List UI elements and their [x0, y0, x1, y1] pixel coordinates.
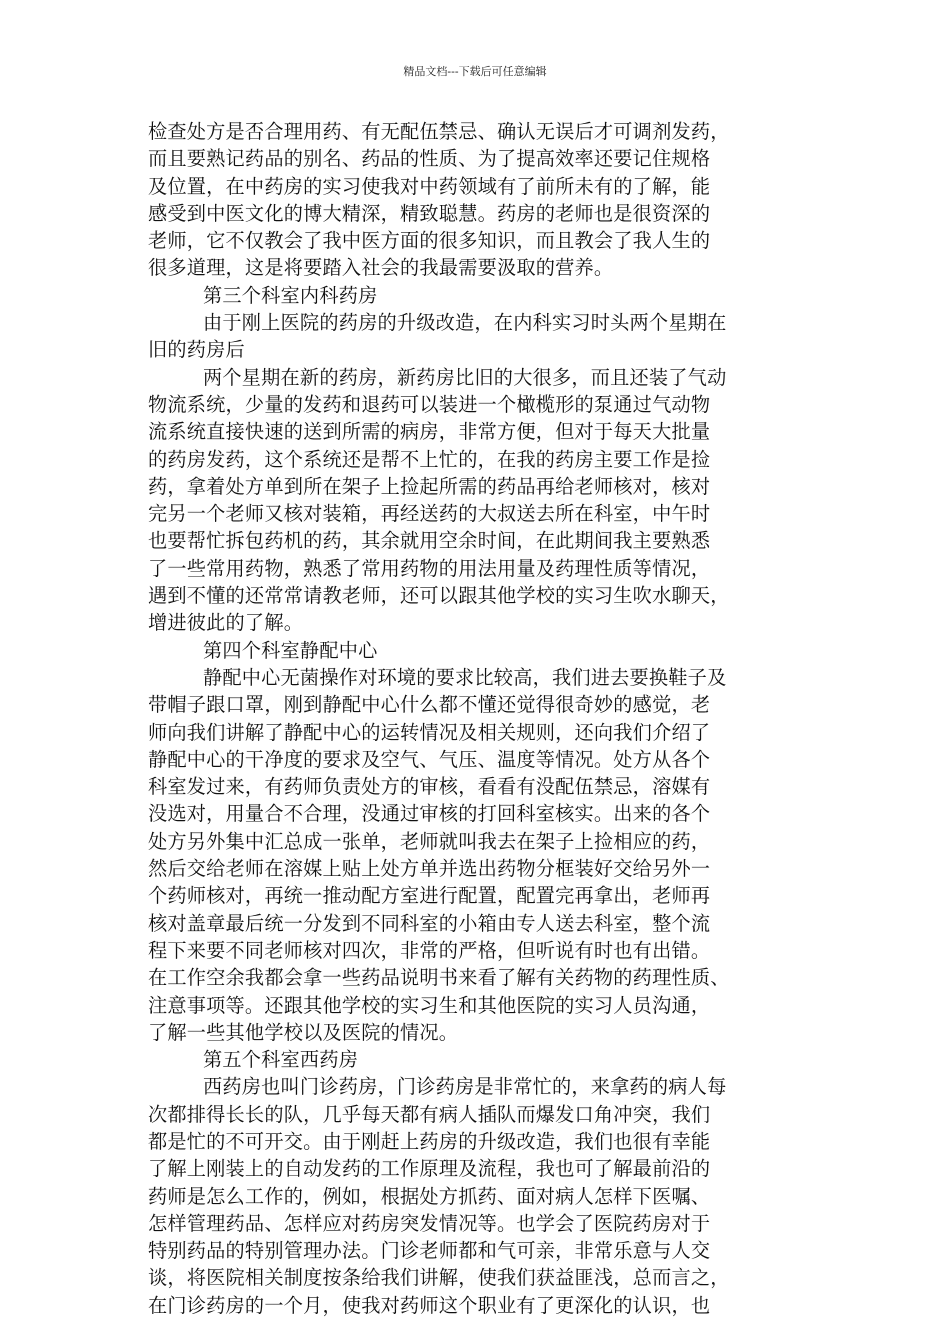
paragraph-line: 怎样管理药品、怎样应对药房突发情况等。也学会了医院药房对于	[148, 1211, 711, 1235]
paragraph-line-indented: 第四个科室静配中心	[203, 638, 378, 662]
paragraph-line: 在门诊药房的一个月，使我对药师这个职业有了更深化的认识，也	[148, 1293, 711, 1317]
paragraph-line: 注意事项等。还跟其他学校的实习生和其他医院的实习人员沟通，	[148, 993, 711, 1017]
paragraph-line-indented: 由于刚上医院的药房的升级改造，在内科实习时头两个星期在	[203, 311, 727, 335]
paragraph-line: 药师是怎么工作的，例如，根据处方抓药、面对病人怎样下医嘱、	[148, 1184, 711, 1208]
paragraph-line: 而且要熟记药品的别名、药品的性质、为了提高效率还要记住规格	[148, 147, 711, 171]
paragraph-line: 老师，它不仅教会了我中医方面的很多知识，而且教会了我人生的	[148, 229, 711, 253]
paragraph-line: 带帽子跟口罩，刚到静配中心什么都不懂还觉得很奇妙的感觉，老	[148, 693, 711, 717]
paragraph-line: 特别药品的特别管理办法。门诊老师都和气可亲，非常乐意与人交	[148, 1239, 711, 1263]
paragraph-line-indented: 两个星期在新的药房，新药房比旧的大很多，而且还装了气动	[203, 365, 727, 389]
paragraph-line: 都是忙的不可开交。由于刚赶上药房的升级改造，我们也很有幸能	[148, 1129, 711, 1153]
paragraph-line: 完另一个老师又核对装箱，再经送药的大叔送去所在科室，中午时	[148, 502, 711, 526]
paragraph-line: 物流系统，少量的发药和退药可以装进一个橄榄形的泵通过气动物	[148, 392, 711, 416]
paragraph-line: 次都排得长长的队，几乎每天都有病人插队而爆发口角冲突，我们	[148, 1102, 711, 1126]
paragraph-line: 检查处方是否合理用药、有无配伍禁忌、确认无误后才可调剂发药，	[148, 120, 730, 143]
paragraph-line: 流系统直接快速的送到所需的病房，非常方便，但对于每天大批量	[148, 420, 711, 444]
paragraph-line-indented: 静配中心无菌操作对环境的要求比较高，我们进去要换鞋子及	[203, 665, 727, 689]
paragraph-line: 感受到中医文化的博大精深，精致聪慧。药房的老师也是很资深的	[148, 201, 711, 225]
document-body	[148, 118, 828, 1319]
paragraph-line: 在工作空余我都会拿一些药品说明书来看了解有关药物的药理性质、	[148, 966, 730, 990]
paragraph-line: 谈，将医院相关制度按条给我们讲解，使我们获益匪浅，总而言之，	[148, 1266, 730, 1290]
paragraph-line: 了一些常用药物，熟悉了常用药物的用法用量及药理性质等情况，	[148, 556, 711, 580]
paragraph-line: 很多道理，这是将要踏入社会的我最需要汲取的营养。	[148, 256, 614, 280]
paragraph-line: 旧的药房后	[148, 338, 245, 362]
paragraph-line: 科室发过来，有药师负责处方的审核，看看有没配伍禁忌，溶媒有	[148, 775, 711, 799]
paragraph-line: 核对盖章最后统一分发到不同科室的小箱由专人送去科室，整个流	[148, 911, 711, 935]
paragraph-line: 然后交给老师在溶媒上贴上处方单并选出药物分框装好交给另外一	[148, 857, 711, 881]
paragraph-line: 师向我们讲解了静配中心的运转情况及相关规则，还向我们介绍了	[148, 720, 711, 744]
paragraph-line: 静配中心的干净度的要求及空气、气压、温度等情况。处方从各个	[148, 747, 711, 771]
paragraph-line: 也要帮忙拆包药机的药，其余就用空余时间，在此期间我主要熟悉	[148, 529, 711, 553]
paragraph-line: 遇到不懂的还常常请教老师，还可以跟其他学校的实习生吹水聊天，	[148, 584, 730, 608]
paragraph-line: 程下来要不同老师核对四次，非常的严格，但听说有时也有出错。	[148, 938, 711, 962]
paragraph-line: 药，拿着处方单到所在架子上捡起所需的药品再给老师核对，核对	[148, 474, 711, 498]
paragraph-line: 了解一些其他学校以及医院的情况。	[148, 1020, 459, 1044]
paragraph-line: 处方另外集中汇总成一张单，老师就叫我去在架子上捡相应的药，	[148, 829, 711, 853]
paragraph-line: 及位置，在中药房的实习使我对中药领域有了前所未有的了解，能	[148, 174, 711, 198]
paragraph-line: 了解上刚装上的自动发药的工作原理及流程，我也可了解最前沿的	[148, 1157, 711, 1181]
paragraph-line: 个药师核对，再统一推动配方室进行配置，配置完再拿出，老师再	[148, 884, 711, 908]
paragraph-line-indented: 西药房也叫门诊药房，门诊药房是非常忙的，来拿药的病人每	[203, 1075, 727, 1099]
paragraph-line: 的药房发药，这个系统还是帮不上忙的，在我的药房主要工作是捡	[148, 447, 711, 471]
paragraph-line-indented: 第五个科室西药房	[203, 1048, 359, 1072]
paragraph-line: 增进彼此的了解。	[148, 611, 304, 635]
page-header: 精品文档---下载后可任意编辑	[403, 65, 547, 78]
paragraph-line: 没选对，用量合不合理，没通过审核的打回科室核实。出来的各个	[148, 802, 711, 826]
paragraph-line-indented: 第三个科室内科药房	[203, 283, 378, 307]
